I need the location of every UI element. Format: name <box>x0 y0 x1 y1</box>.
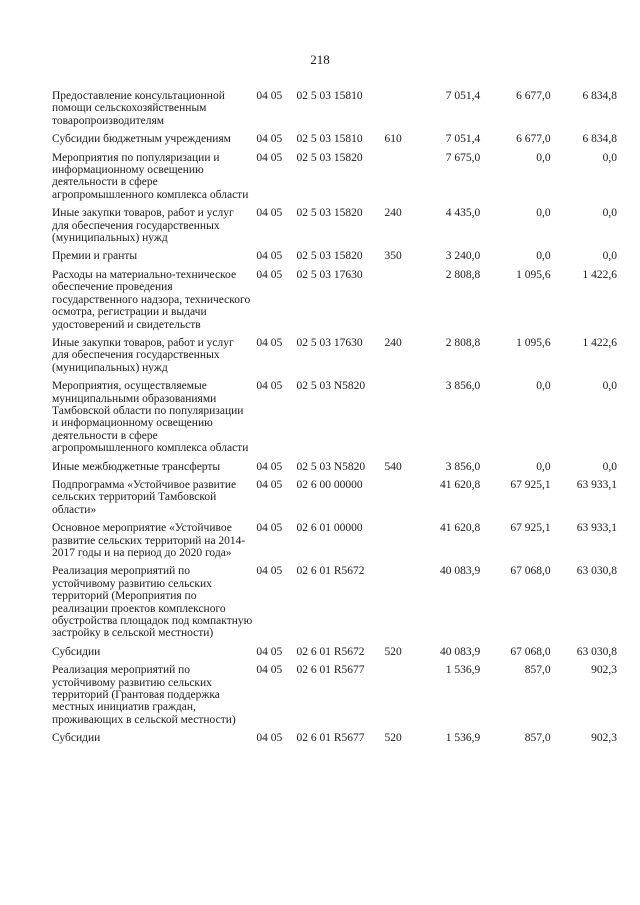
row-value-2: 67 925,1 <box>510 478 551 491</box>
row-csr: 02 5 03 15820 <box>296 250 363 263</box>
row-csr: 02 5 03 17630 <box>296 268 363 281</box>
row-csr: 02 5 03 15810 <box>296 90 363 102</box>
page-number: 218 <box>310 52 330 67</box>
row-section: 04 05 <box>256 664 283 677</box>
table-row <box>52 522 617 559</box>
row-name: Основное мероприятие «Устойчивое развитие сельских территорий на 2014-2017 годы и на период до 2020 года» <box>52 522 246 559</box>
row-name: Расходы на материально-техническое обеспечение проведения государственного надзора, технического осмотра, регистрации и выдачи удостоверений и свидетельств <box>52 268 251 331</box>
row-value-3: 0,0 <box>602 250 618 263</box>
row-name: Премии и гранты <box>52 250 138 263</box>
row-value-2: 6 677,0 <box>516 133 551 146</box>
table-row <box>52 90 617 127</box>
row-name: Реализация мероприятий по устойчивому развитию сельских территорий (Грантовая поддержка местных инициатив граждан, проживающих в сельской местности) <box>52 664 236 726</box>
row-name: Иные закупки товаров, работ и услуг для обеспечения государственных (муниципальных) нужд <box>52 207 234 245</box>
row-value-1: 7 051,4 <box>445 133 481 146</box>
row-vr: 240 <box>384 336 402 349</box>
row-value-2: 67 068,0 <box>510 565 551 578</box>
table-row <box>52 207 617 244</box>
row-csr: 02 5 03 17630 <box>296 336 363 349</box>
table-row <box>52 380 617 454</box>
row-value-1: 3 856,0 <box>445 380 481 393</box>
row-value-2: 0,0 <box>536 151 551 164</box>
row-section: 04 05 <box>256 336 283 349</box>
budget-table <box>52 90 617 751</box>
table-row <box>52 565 617 639</box>
row-value-2: 6 677,0 <box>516 90 551 102</box>
row-value-1: 4 435,0 <box>445 207 481 220</box>
row-value-2: 0,0 <box>536 460 551 473</box>
row-name: Субсидии бюджетным учреждениям <box>52 133 231 146</box>
row-value-3: 63 933,1 <box>576 478 618 491</box>
table-row <box>52 152 617 202</box>
row-value-3: 63 933,1 <box>576 522 618 535</box>
row-name: Иные межбюджетные трансферты <box>52 460 221 473</box>
table-row <box>52 269 617 331</box>
row-section: 04 05 <box>256 565 283 578</box>
row-section: 04 05 <box>256 732 283 745</box>
row-vr: 540 <box>384 460 402 473</box>
row-section: 04 05 <box>256 268 283 281</box>
row-value-1: 1 536,9 <box>445 664 481 677</box>
row-value-2: 67 925,1 <box>510 522 551 535</box>
row-vr: 520 <box>384 732 402 745</box>
row-value-2: 857,0 <box>524 664 551 677</box>
row-value-3: 63 030,8 <box>576 645 618 658</box>
table-row <box>52 479 617 516</box>
row-csr: 02 5 03 N5820 <box>296 380 366 393</box>
table-row <box>52 664 617 726</box>
row-section: 04 05 <box>256 380 283 393</box>
row-value-1: 2 808,8 <box>445 336 481 349</box>
row-section: 04 05 <box>256 522 283 535</box>
row-value-3: 902,3 <box>591 664 618 677</box>
row-value-1: 41 620,8 <box>439 478 481 491</box>
row-name: Реализация мероприятий по устойчивому развитию сельских территорий (Мероприятия по реализации проектов комплексного обустройства площадок под компактную застройку в сельской местности) <box>52 565 253 640</box>
row-vr: 520 <box>384 645 402 658</box>
row-value-2: 0,0 <box>536 380 551 393</box>
row-vr: 610 <box>384 133 402 146</box>
row-vr: 240 <box>384 207 402 220</box>
row-name: Иные закупки товаров, работ и услуг для обеспечения государственных (муниципальных) нужд <box>52 336 234 374</box>
row-section: 04 05 <box>256 250 283 263</box>
row-section: 04 05 <box>256 90 283 102</box>
row-value-1: 40 083,9 <box>439 645 481 658</box>
row-csr: 02 6 01 00000 <box>296 522 363 535</box>
row-csr: 02 6 01 R5677 <box>296 664 365 677</box>
table-row <box>52 337 617 374</box>
row-value-1: 7 675,0 <box>445 151 481 164</box>
row-value-3: 0,0 <box>602 460 618 473</box>
row-csr: 02 6 01 R5677 <box>296 732 365 745</box>
row-csr: 02 6 00 00000 <box>296 478 363 491</box>
row-vr: 350 <box>384 250 402 263</box>
row-name: Предоставление консультационной помощи сельскохозяйственным товаропроизводителям <box>52 90 225 127</box>
row-value-3: 1 422,6 <box>582 336 618 349</box>
row-csr: 02 5 03 15820 <box>296 207 363 220</box>
row-value-3: 0,0 <box>602 380 618 393</box>
row-value-2: 0,0 <box>536 250 551 263</box>
table-row <box>52 250 617 262</box>
row-value-1: 3 240,0 <box>445 250 481 263</box>
row-value-1: 3 856,0 <box>445 460 481 473</box>
row-section: 04 05 <box>256 207 283 220</box>
table-row <box>52 732 617 744</box>
row-section: 04 05 <box>256 133 283 146</box>
row-value-3: 0,0 <box>602 151 618 164</box>
row-name: Мероприятия по популяризации и информационному освещению деятельности в сфере агропромышленного комплекса области <box>52 151 249 201</box>
row-value-2: 857,0 <box>524 732 551 745</box>
row-csr: 02 6 01 R5672 <box>296 565 365 578</box>
row-value-1: 7 051,4 <box>445 90 481 102</box>
row-value-3: 1 422,6 <box>582 268 618 281</box>
row-value-3: 0,0 <box>602 207 618 220</box>
row-name: Мероприятия, осуществляемые муниципальными образованиями Тамбовской области по популяризации и информационному освещению деятельности в сфере агропромышленного комплекса области <box>52 380 249 455</box>
row-name: Субсидии <box>52 732 101 745</box>
row-value-1: 1 536,9 <box>445 732 481 745</box>
table-row <box>52 461 617 473</box>
row-value-3: 6 834,8 <box>582 90 618 102</box>
row-section: 04 05 <box>256 460 283 473</box>
row-csr: 02 6 01 R5672 <box>296 645 365 658</box>
row-value-1: 41 620,8 <box>439 522 481 535</box>
row-csr: 02 5 03 N5820 <box>296 460 366 473</box>
row-name: Подпрограмма «Устойчивое развитие сельских территорий Тамбовской области» <box>52 478 237 516</box>
row-value-2: 1 095,6 <box>516 268 551 281</box>
row-value-2: 0,0 <box>536 207 551 220</box>
row-csr: 02 5 03 15810 <box>296 133 363 146</box>
row-section: 04 05 <box>256 478 283 491</box>
table-row <box>52 133 617 145</box>
row-section: 04 05 <box>256 645 283 658</box>
table-row <box>52 646 617 658</box>
row-value-3: 6 834,8 <box>582 133 618 146</box>
row-name: Субсидии <box>52 645 101 658</box>
row-section: 04 05 <box>256 151 283 164</box>
row-csr: 02 5 03 15820 <box>296 151 363 164</box>
row-value-2: 1 095,6 <box>516 336 551 349</box>
row-value-3: 902,3 <box>591 732 618 745</box>
row-value-2: 67 068,0 <box>510 645 551 658</box>
row-value-1: 2 808,8 <box>445 268 481 281</box>
row-value-3: 63 030,8 <box>576 565 618 578</box>
row-value-1: 40 083,9 <box>439 565 481 578</box>
